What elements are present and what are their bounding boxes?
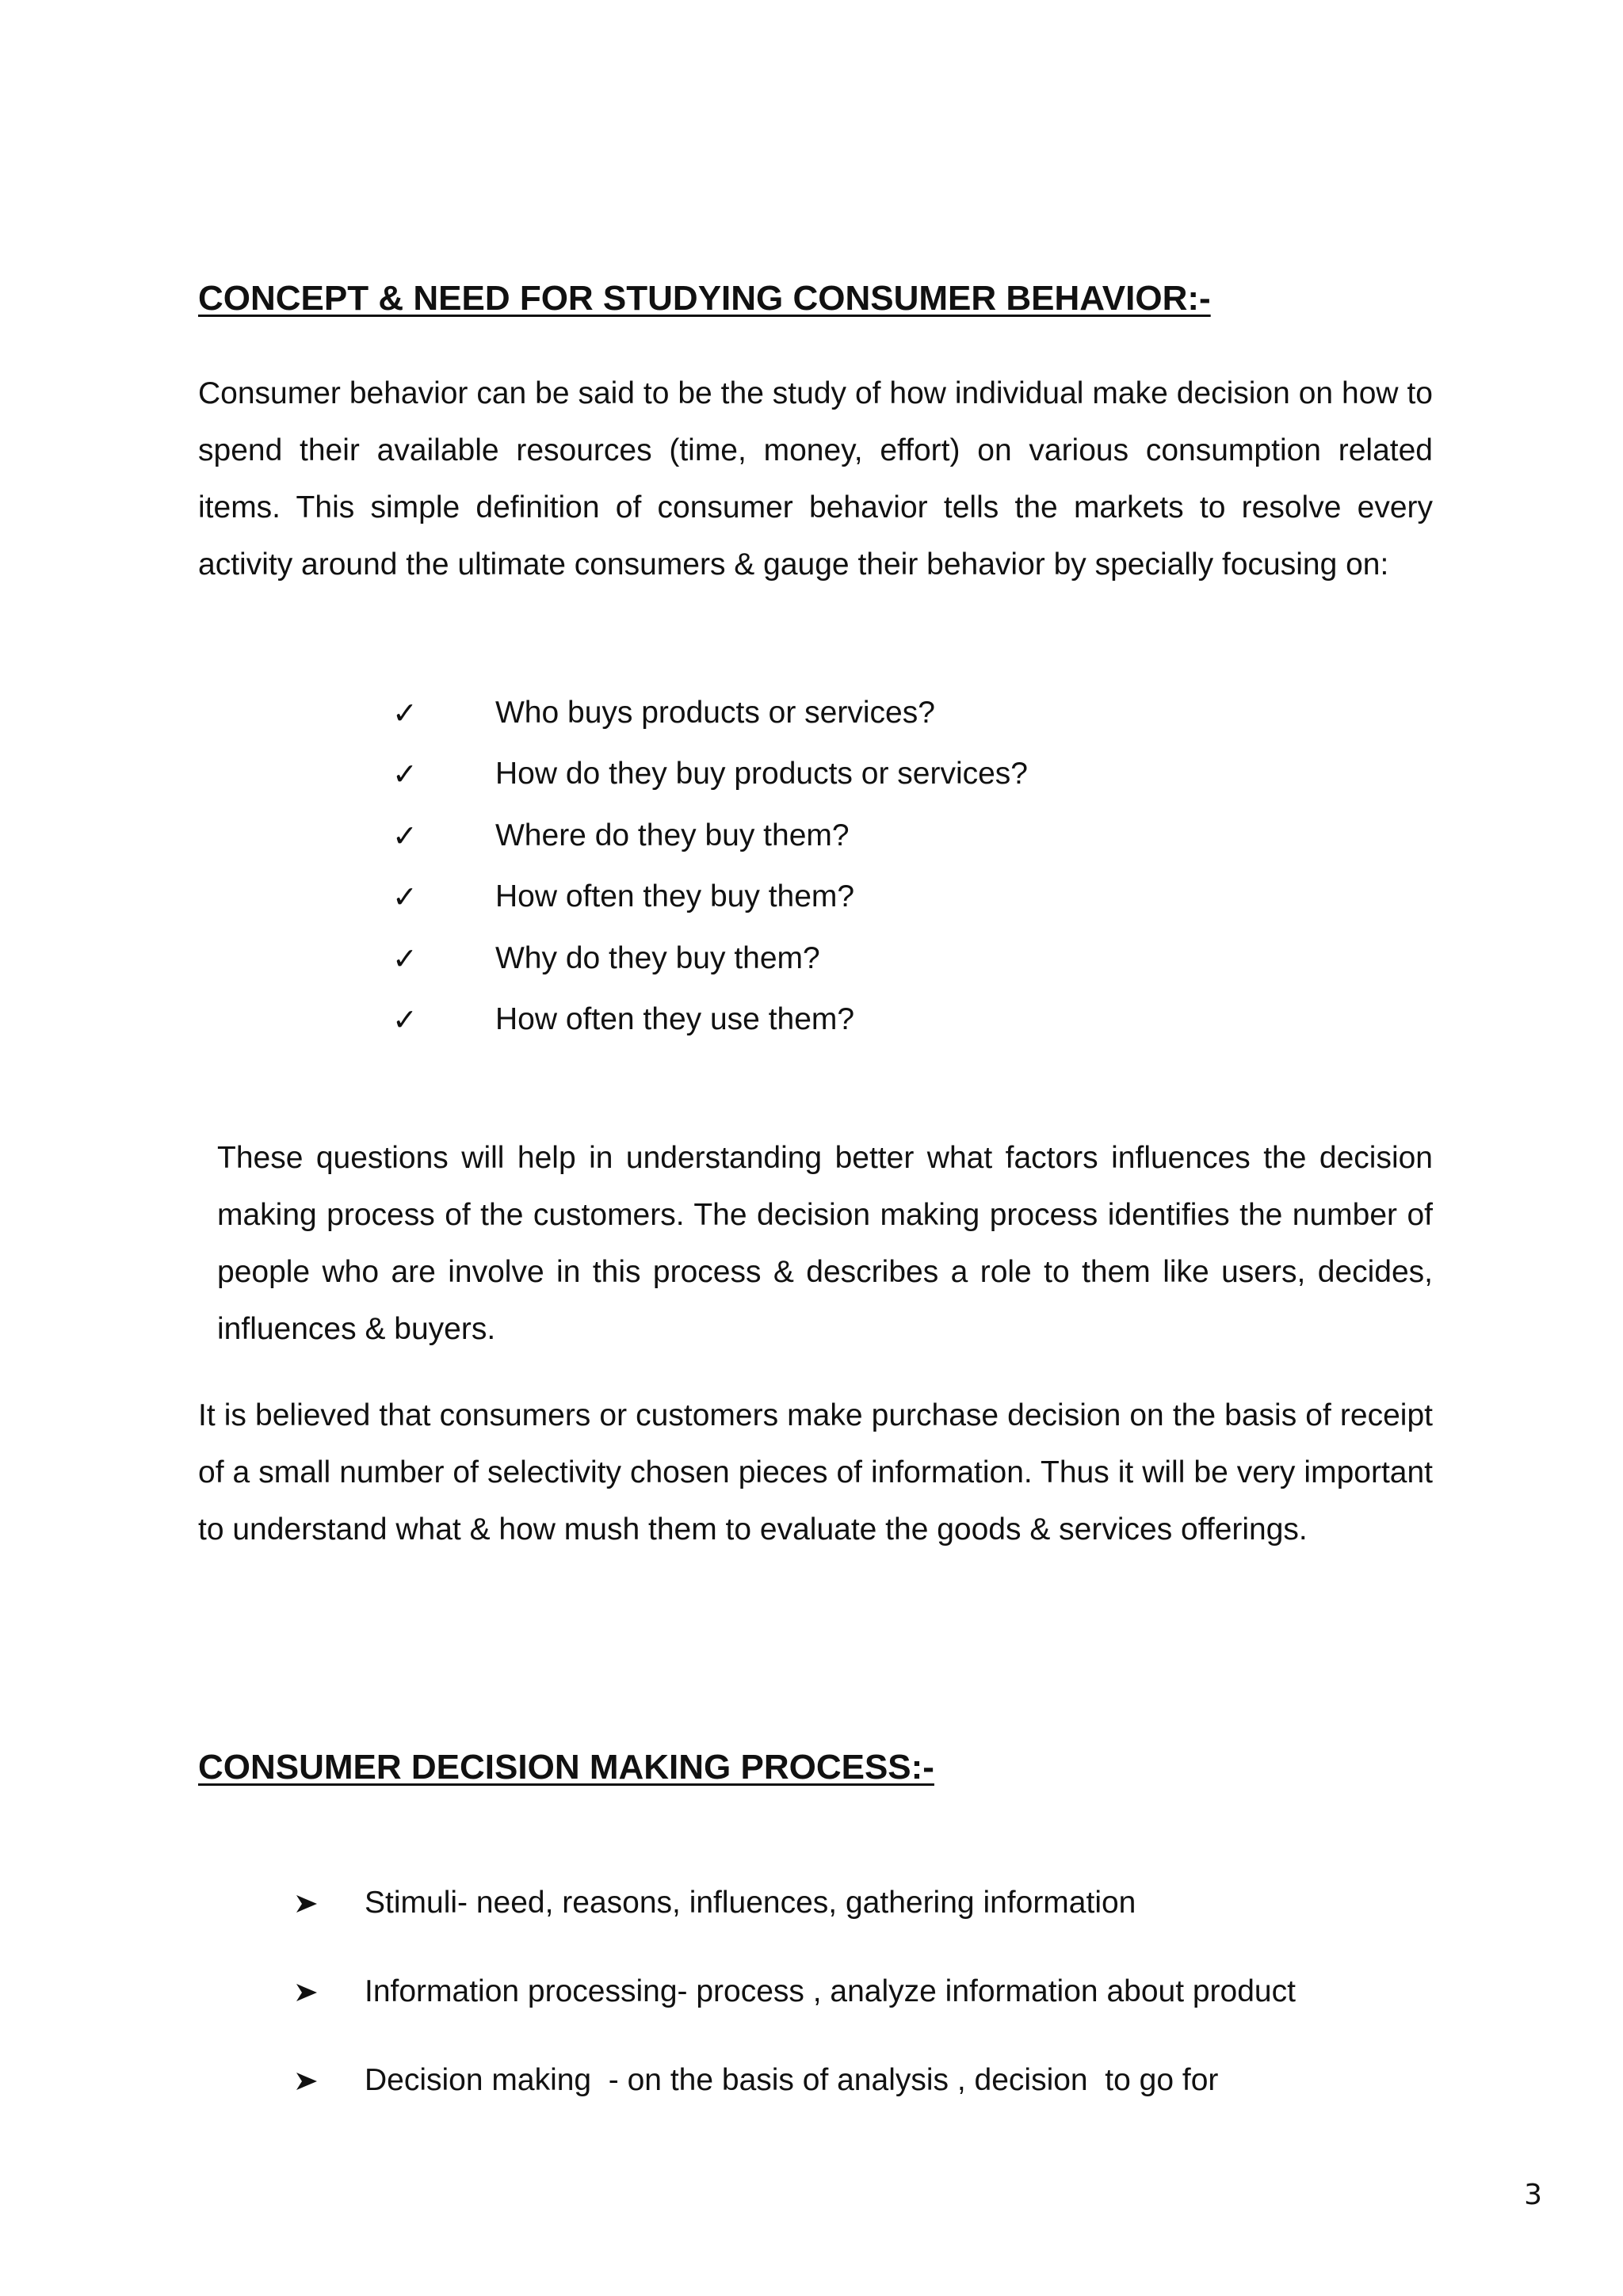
list-item: [392, 682, 1028, 744]
section-heading-decision-process: CONSUMER DECISION MAKING PROCESS:-: [198, 1748, 934, 1787]
arrowhead-bullet-icon: [295, 1887, 365, 1919]
list-item: [295, 2036, 1296, 2125]
decision-steps-list: [295, 1859, 1296, 2125]
section-heading-concept: CONCEPT & NEED FOR STUDYING CONSUMER BEHAVIOR:-: [198, 279, 1211, 318]
list-item-text: Who buys products or services?: [495, 695, 935, 730]
list-item-text: Information processing- process , analyze information about product: [365, 1974, 1296, 2008]
list-item-text: Decision making - on the basis of analysis , decision to go for: [365, 2063, 1219, 2097]
list-item-text: How often they buy them?: [495, 879, 855, 914]
checkmark-icon: ✓: [392, 818, 418, 853]
list-item: [392, 990, 1028, 1051]
intro-paragraph: Consumer behavior can be said to be the study of how individual make decision on how to spend their available resources (time, money, effort) on various consumption related items. This simple definition of consumer behavior tells the markets to resolve every activity around the ultimate consumers & gauge their behavior by specially focusing on:: [198, 376, 1433, 582]
page-number: 3: [1524, 2179, 1542, 2211]
question-checklist: [392, 682, 1028, 1051]
arrowhead-bullet-icon: [295, 2065, 365, 2096]
list-item: [392, 805, 1028, 867]
list-item: [295, 1859, 1296, 1947]
list-item-text: Stimuli- need, reasons, influences, gathering information: [365, 1886, 1136, 1920]
list-item-text: How often they use them?: [495, 1002, 855, 1037]
list-item: [295, 1947, 1296, 2036]
checkmark-icon: ✓: [392, 695, 418, 730]
list-item: [392, 867, 1028, 929]
list-item: [392, 928, 1028, 990]
purchase-decision-paragraph: It is believed that consumers or customers make purchase decision on the basis of receipt of a small number of selectivity chosen pieces of information. Thus it will be very important to understand what & how mush them to evaluate the goods & services offerings.: [198, 1398, 1433, 1547]
list-item-text: How do they buy products or services?: [495, 757, 1028, 791]
list-item-text: Why do they buy them?: [495, 940, 820, 975]
checkmark-icon: ✓: [392, 879, 418, 915]
checkmark-icon: ✓: [392, 1002, 418, 1038]
checkmark-icon: ✓: [392, 940, 418, 976]
list-item: [392, 744, 1028, 806]
checkmark-icon: ✓: [392, 757, 418, 792]
arrowhead-bullet-icon: [295, 1976, 365, 2008]
questions-explanation-paragraph: These questions will help in understanding better what factors influences the decision making process of the customers. The decision making process identifies the number of people who are involve in this process & describes a role to them like users, decides, influences & buyers.: [217, 1141, 1433, 1346]
list-item-text: Where do they buy them?: [495, 818, 850, 852]
